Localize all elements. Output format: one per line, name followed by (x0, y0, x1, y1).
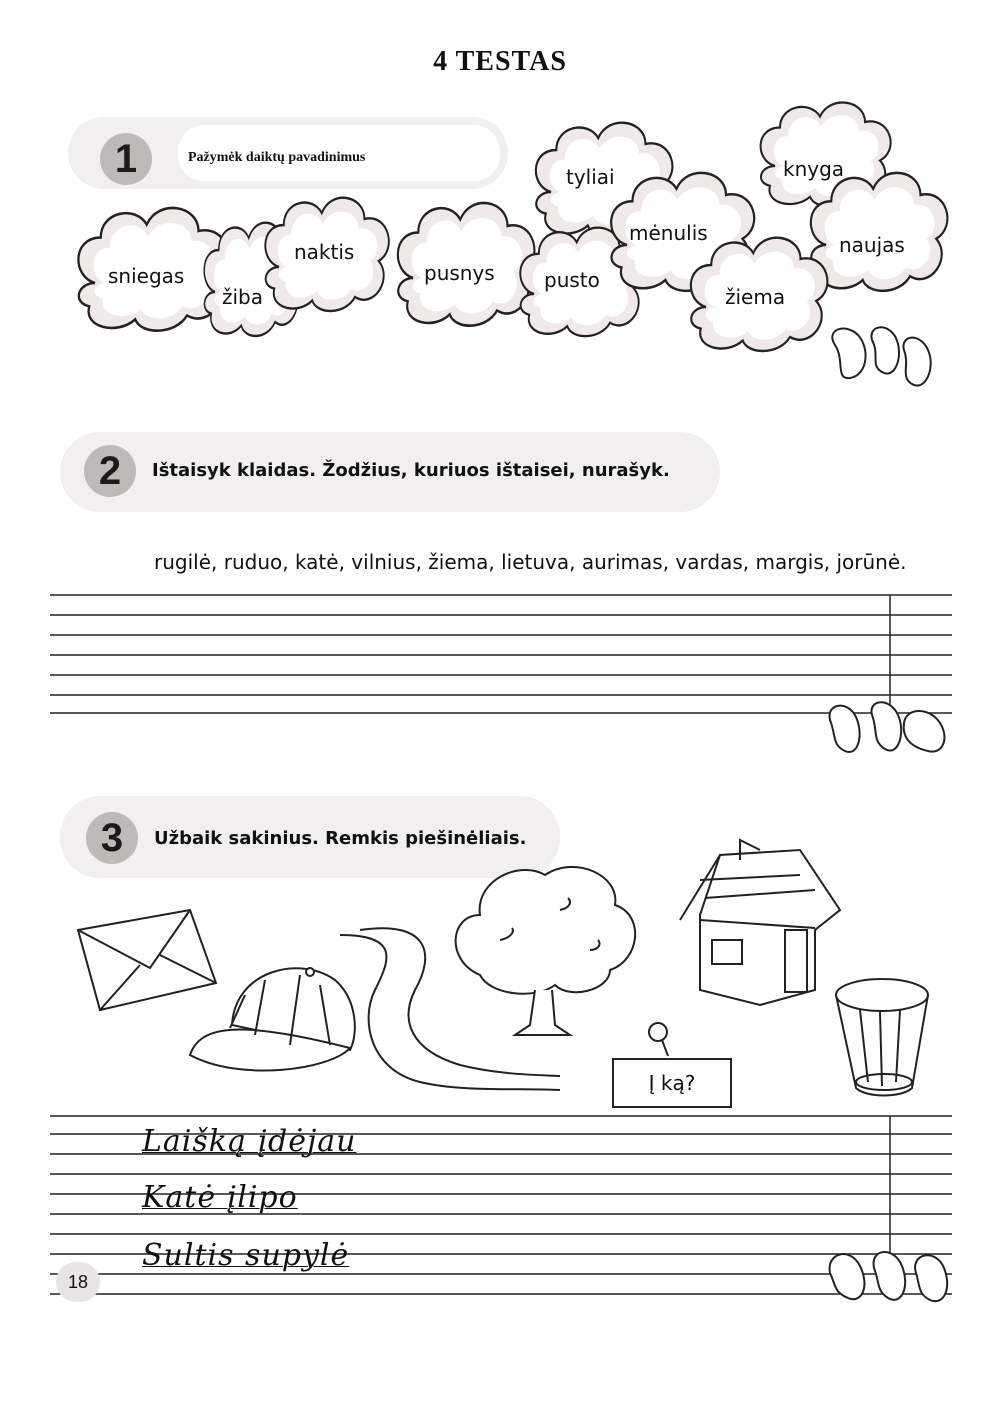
clouds-illustration (0, 0, 1000, 420)
writing-lines-task2[interactable] (0, 585, 1000, 765)
cloud-word[interactable]: žiba (222, 285, 264, 309)
task3-number: 3 (86, 812, 138, 864)
envelope-icon (78, 910, 216, 1010)
task1-number: 1 (100, 133, 152, 185)
tree-icon (456, 867, 636, 1035)
cloud-word[interactable]: naujas (839, 233, 905, 257)
cloud-word[interactable]: žiema (725, 285, 786, 309)
task2-number: 2 (84, 445, 136, 497)
sentence-3: Sultis supylė (142, 1238, 350, 1273)
cloud-word[interactable]: pusto (544, 268, 600, 292)
task3-instruction: Užbaik sakinius. Remkis piešinėliais. (154, 828, 527, 849)
cloud-word[interactable]: sniegas (108, 264, 185, 288)
sentence-2: Katė įlipo (142, 1180, 298, 1215)
cloud-word[interactable]: knyga (783, 157, 845, 181)
page-title: 4 TESTAS (433, 46, 567, 77)
task2-words-line: rugilė, ruduo, katė, vilnius, žiema, lietuva, aurimas, vardas, margis, jorūnė. (154, 550, 907, 574)
cloud-word[interactable]: mėnulis (629, 221, 708, 245)
sign-label: Į ką? (612, 1058, 732, 1108)
cloud-word[interactable]: tyliai (566, 165, 615, 189)
cloud-word[interactable]: pusnys (424, 261, 495, 285)
cloud-word[interactable]: naktis (294, 240, 355, 264)
task1-instruction: Pažymėk daiktų pavadinimus (188, 150, 366, 165)
task2-instruction: Ištaisyk klaidas. Žodžius, kuriuos ištaisei, nurašyk. (152, 460, 670, 481)
house-icon (680, 840, 840, 1005)
pictures-illustration (0, 820, 1000, 1120)
pin-icon (649, 1023, 668, 1056)
page-number: 18 (56, 1262, 100, 1302)
glass-icon (836, 979, 928, 1096)
sentence-1: Laišką įdėjau (142, 1124, 357, 1159)
